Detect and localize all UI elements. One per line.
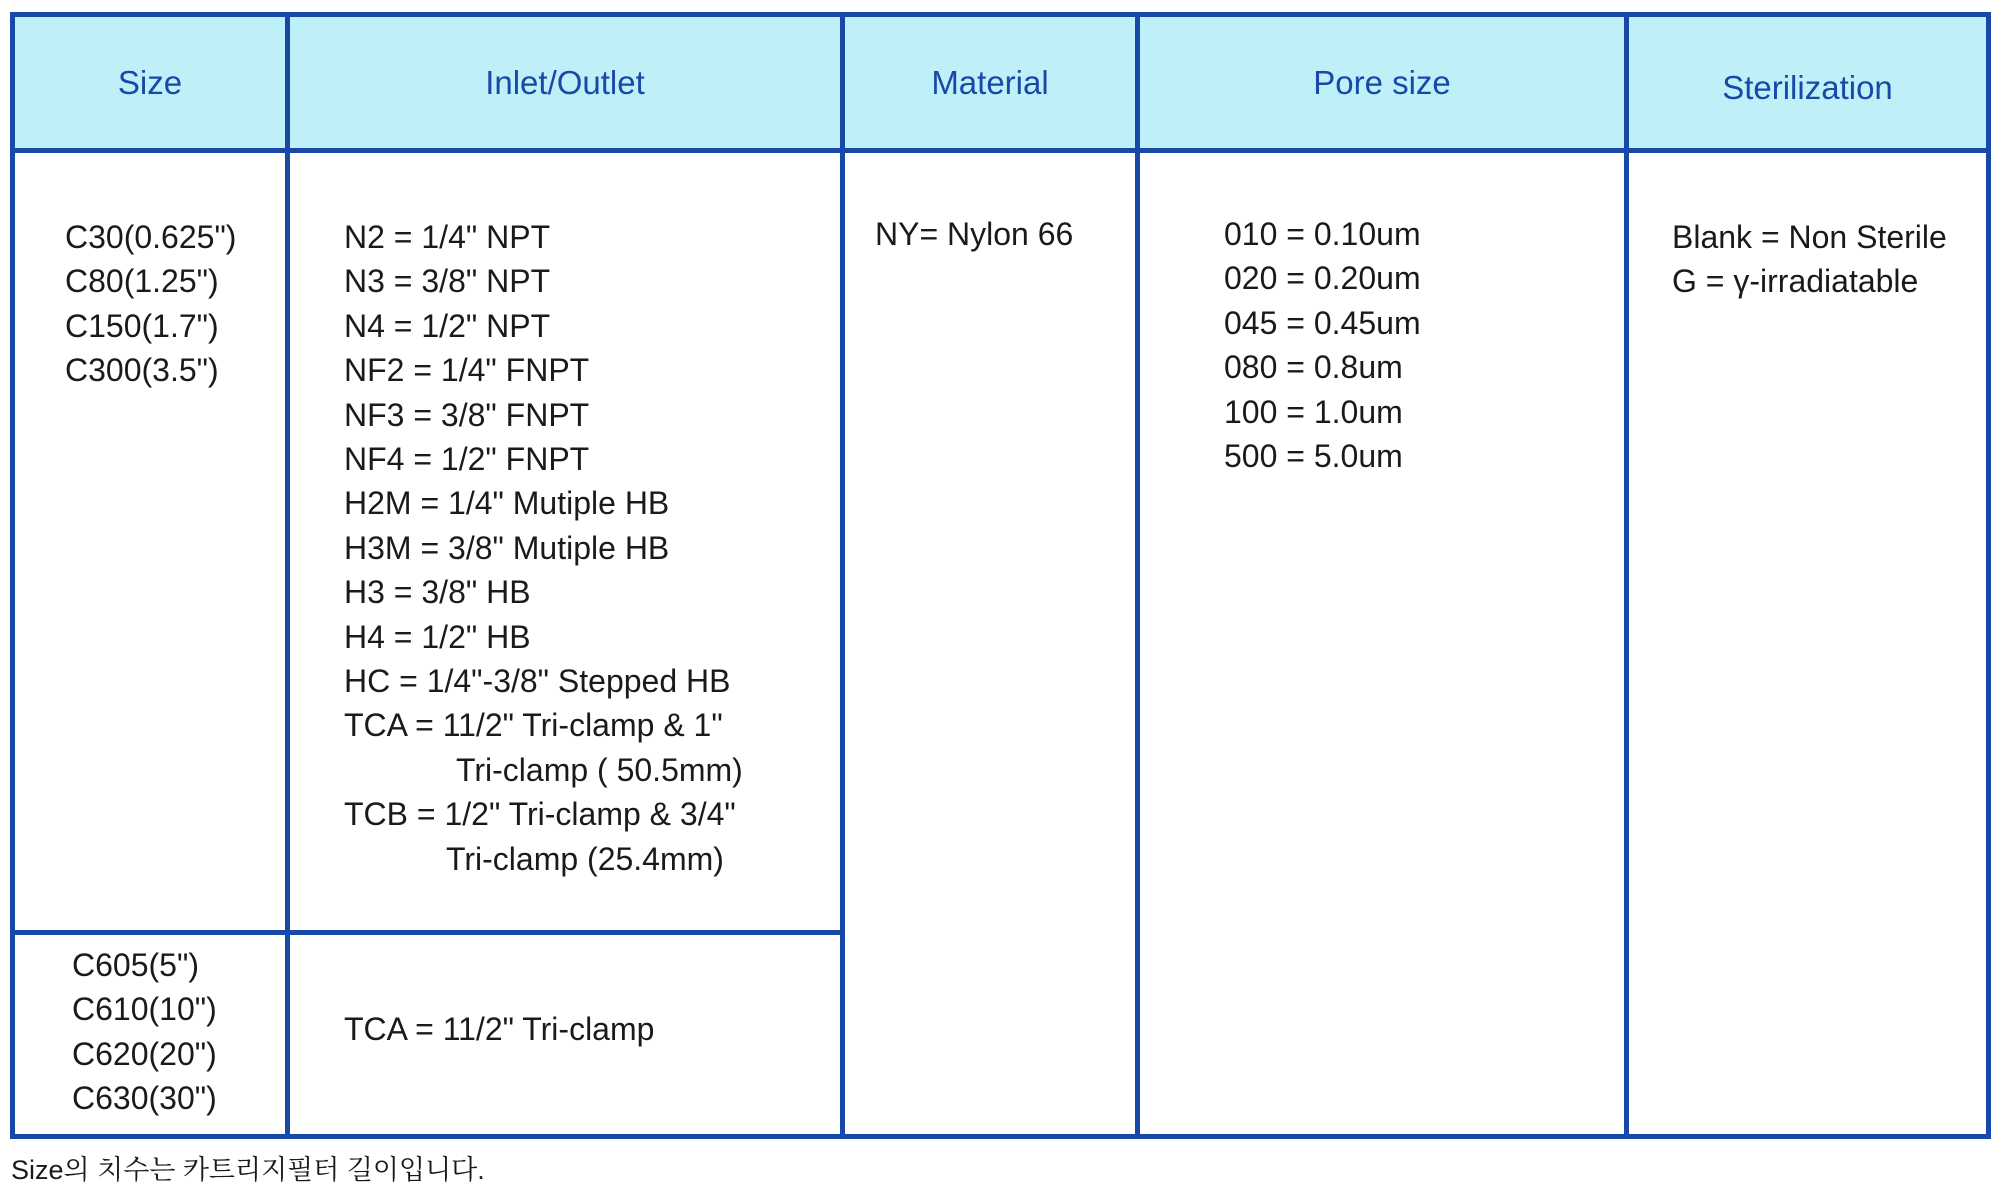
pore-size-item: 045 = 0.45um [1224,304,1421,341]
sterilization-cell [1629,153,1986,1134]
inlet-item: TCB = 1/2" Tri-clamp & 3/4" [344,796,736,833]
header-sterilization [1629,17,1986,153]
inlet-item: H4 = 1/2" HB [344,618,531,655]
size-list-small [65,215,236,393]
size-item: C620(20") [72,1035,217,1072]
pore-size-item: 080 = 0.8um [1224,349,1403,386]
inlet-item: NF4 = 1/2" FNPT [344,441,590,478]
pore-size-item: 500 = 5.0um [1224,438,1403,475]
inlet-item: N4 = 1/2" NPT [344,307,551,344]
header-inlet-outlet [290,17,845,153]
header-size [15,17,290,153]
sterilization-item: Blank = Non Sterile [1672,219,1947,255]
inlet-cell-small [290,153,845,935]
inlet-item: HC = 1/4"-3/8" Stepped HB [344,663,731,700]
inlet-item: NF3 = 3/8" FNPT [344,396,590,433]
inlet-cell-large [290,935,845,1134]
size-item: C630(30") [72,1080,217,1117]
pore-size-item: 020 = 0.20um [1224,260,1421,297]
size-cell-small [15,153,290,935]
inlet-item-continuation: Tri-clamp (25.4mm) [446,840,724,877]
size-item: C605(5") [72,947,199,983]
header-size-label: Size [117,63,183,101]
size-item: C150(1.7") [65,307,219,344]
header-pore-size [1140,17,1629,153]
header-pore-size-label: Pore size [1313,63,1451,101]
sterilization-item: G = γ-irradiatable [1672,263,1919,300]
sterilization-list [1672,215,1947,304]
size-item: C300(3.5") [65,352,219,389]
size-item: C30(0.625") [65,219,237,255]
material-list [875,212,1073,256]
header-inlet-outlet-label: Inlet/Outlet [485,63,645,101]
pore-size-item: 010 = 0.10um [1224,216,1421,252]
inlet-item: N3 = 3/8" NPT [344,263,551,300]
inlet-list [344,215,743,881]
inlet-item: H2M = 1/4" Mutiple HB [344,485,670,522]
inlet-item: TCA = 11/2" Tri-clamp [344,1011,655,1047]
header-material-label: Material [931,63,1049,101]
inlet-item: H3M = 3/8" Mutiple HB [344,529,670,566]
pore-size-item: 100 = 1.0um [1224,393,1403,430]
inlet-item: H3 = 3/8" HB [344,574,531,611]
pore-size-cell [1140,153,1629,1134]
size-list-large [72,943,217,1121]
inlet-item-continuation: Tri-clamp ( 50.5mm) [456,751,743,788]
size-item: C610(10") [72,991,217,1028]
header-material [845,17,1140,153]
header-sterilization-label: Sterilization [1722,68,1893,106]
inlet-item: NF2 = 1/4" FNPT [344,352,590,389]
material-cell [845,153,1140,1134]
inlet-list-large [344,1007,654,1051]
material-item: NY= Nylon 66 [875,216,1074,252]
inlet-item: N2 = 1/4" NPT [344,219,551,255]
inlet-item: TCA = 11/2" Tri-clamp & 1" [344,707,723,744]
size-item: C80(1.25") [65,263,219,300]
size-cell-large [15,935,290,1134]
pore-size-list [1224,212,1421,478]
spec-table [10,12,1991,1139]
footnote-caption: Size의 치수는 카트리지필터 길이입니다. [11,1155,485,1185]
